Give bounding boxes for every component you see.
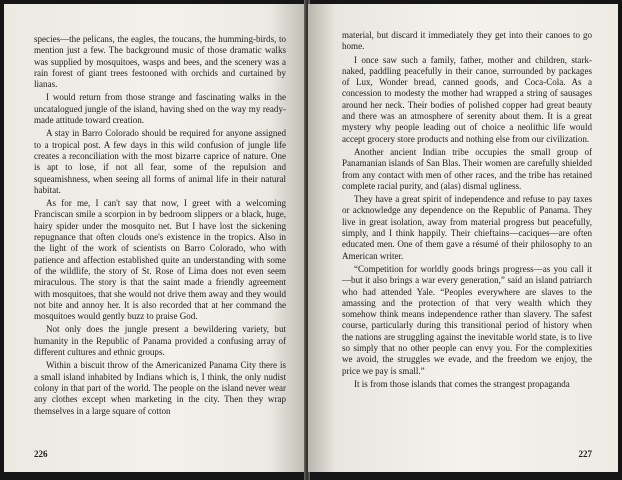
left-page xyxy=(4,4,306,472)
left-paragraph-3: A stay in Barro Colorado should be required for anyone assigned to a tropical post. A few days in this wild confusion of jungle life creates a reconciliation with the most bizarre caprice of nature. One is apt to lose, if not all fear, some of the repulsion and squeamishness, when seeing all forms of animal life in their natural habitat. xyxy=(34,128,286,195)
right-paragraph-4: They have a great spirit of independence and refuse to pay taxes or acknowledge any dependence on the Republic of Panama. They live in great isolation, away from material progress but peacefully, simply, and I think happily. Their chieftains—caciques—are often educated men. One of them gave a résumé of their philosophy to an American writer. xyxy=(342,194,592,261)
left-paragraph-1: species—the pelicans, the eagles, the toucans, the humming-birds, to mention just a few. The background music of those dramatic walks was supplied by mosquitoes, wasps and bees, and the scenery was a rain forest of giant trees festooned with orchids and curtained by lianas. xyxy=(34,34,286,90)
right-paragraph-6: It is from those islands that comes the strangest propaganda xyxy=(354,378,570,389)
left-page-number: 226 xyxy=(34,448,48,459)
right-paragraph-5: “Competition for worldly goods brings progress—as you call it—but it also brings a war every generation,” said an island patriarch who had attended Yale. “Peoples everywhere are slaves to the amassing and the protection of that very wealth which they somehow think means independence rather than slavery. The safest course, particularly during this transitional period of history when the nations are struggling against the inevitable world state, is to live so simply that no other people can envy you. For the complexities we avoid, the struggles we evade, and the freedom we enjoy, the price we pay is small.” xyxy=(342,263,592,376)
left-paragraph-4: As for me, I can't say that now, I greet with a welcoming Franciscan smile a scorpion in by bedroom slippers or a black, huge, hairy spider under the mosquito net. But I have lost the sickening repugnance that often clouds one's existence in the tropics. Also in the light of the work of scientists on Barro Colorado, who with patience and affection established quite an understanding with some of the wildlife, the story of St. Rose of Lima does not even seem miraculous. The story is that the saint made a friendly agreement with mosquitoes, that she would not drive them away and they would not bite and annoy her. It is also recorded that at her command the mosquitoes would gently buzz to praise God. xyxy=(34,198,286,322)
left-paragraph-5: Not only does the jungle present a bewildering variety, but humanity in the Republic of Panama provided a confusing array of different cultures and ethnic groups. xyxy=(34,324,286,358)
right-page xyxy=(308,4,618,472)
right-paragraph-1: material, but discard it immediately they get into their canoes to go home. xyxy=(342,30,592,52)
right-paragraph-2: I once saw such a family, father, mother and children, stark-naked, paddling peacefully in their canoe, surrounded by packages of Lux, Wonder bread, canned goods, and Coca-Cola. As a concession to modesty the mother had wrapped a string of sausages around her neck. Their bodies of polished copper had great beauty and there was an atmosphere of serenity about them. It is a great mystery why people leading out of choice a neolithic life would accept grocery store products and nothing else from our civilization. xyxy=(342,54,592,144)
left-paragraph-2: I would return from those strange and fascinating walks in the uncatalogued jungle of the island, having shed on the way my ready-made attitude toward creation. xyxy=(34,92,286,126)
right-page-number: 227 xyxy=(578,448,592,459)
left-paragraph-6: Within a biscuit throw of the Americanized Panama City there is a small island inhabited by Indians which is, I think, the only nudist colony in that part of the world. The people on the island never wear any clothes except when marketing in the city. Then they wrap themselves in a large square of cotton xyxy=(34,360,286,416)
right-paragraph-3: Another ancient Indian tribe occupies the small group of Panamanian islands of San Blas. Their women are carefully shielded from any contact with men of other races, and the tribe has retained complete racial purity, and (alas) dismal ugliness. xyxy=(342,146,592,191)
